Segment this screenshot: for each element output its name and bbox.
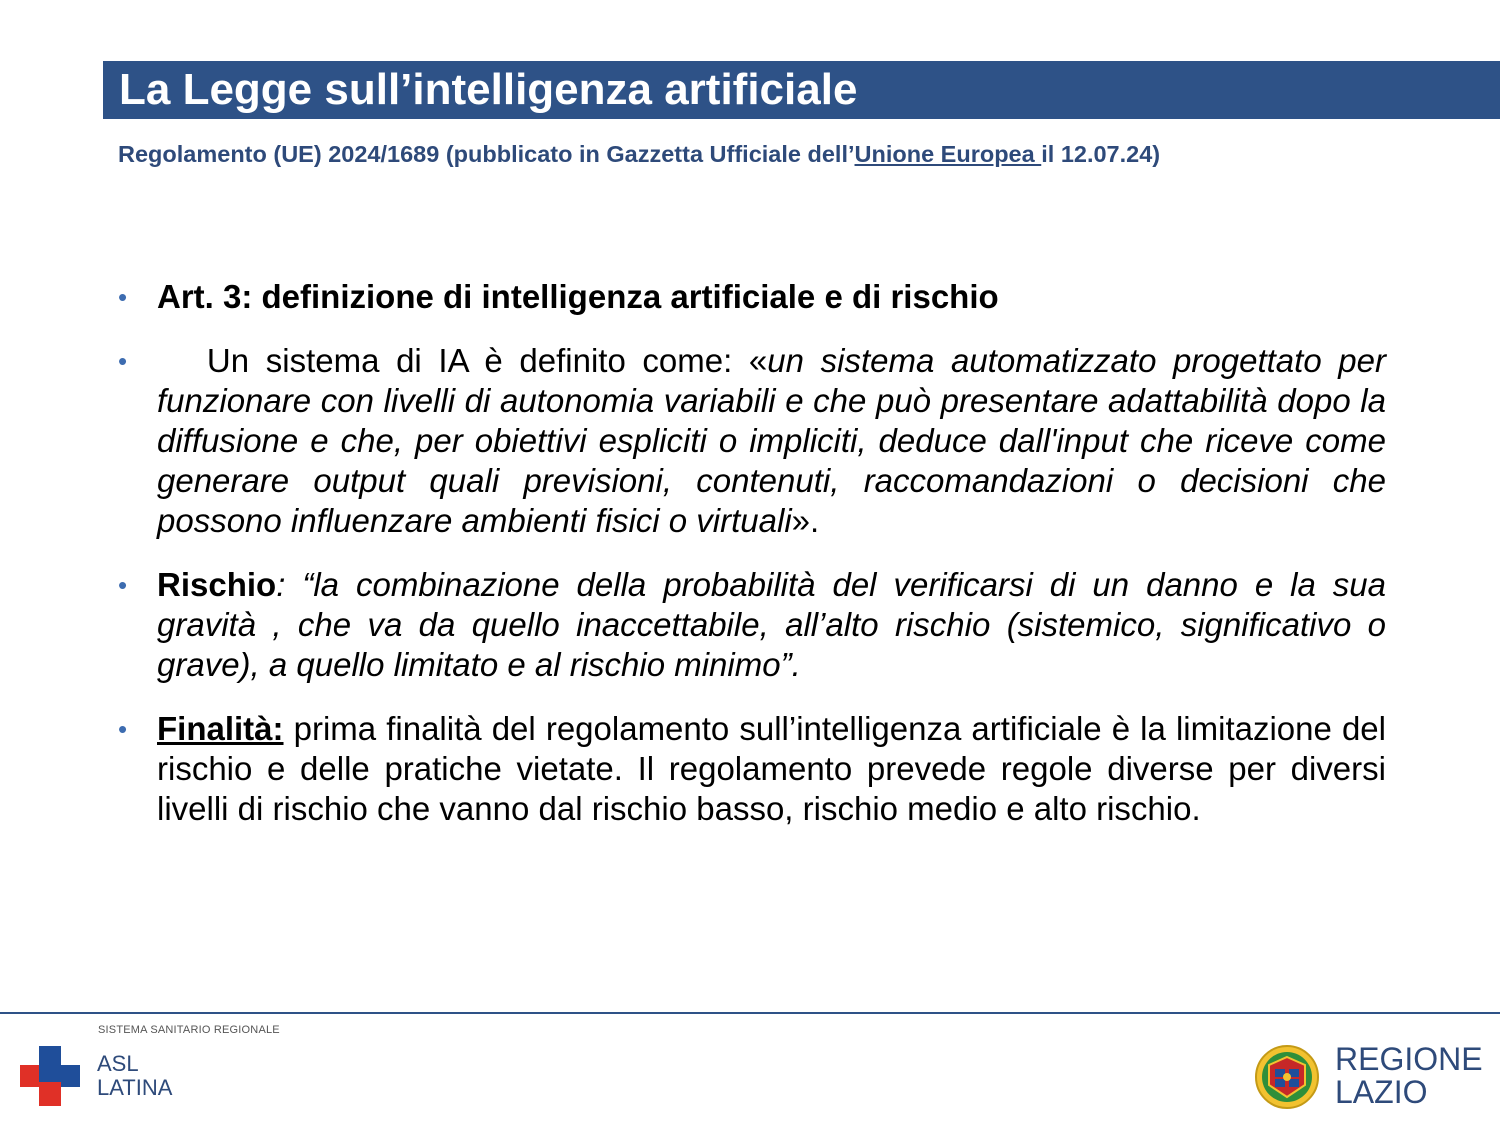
bullet-finalita <box>118 709 1386 829</box>
bullet-icon: • <box>118 570 128 600</box>
regione-line-1: REGIONE <box>1335 1041 1483 1077</box>
system-label: SISTEMA SANITARIO REGIONALE <box>98 1024 280 1036</box>
article-3-heading: Art. 3: definizione di intelligenza artificiale e di rischio <box>157 278 999 315</box>
rischio-definition: : “la combinazione della probabilità del verificarsi di un danno e la sua gravità , che va da quello inaccettabile, all’alto rischio (sistemico, significativo o grave), a quello limitato e al rischio minimo”. <box>157 566 1386 683</box>
unione-europea-link[interactable]: Unione Europea <box>854 141 1042 167</box>
asl-logo-text <box>97 1052 172 1100</box>
subtitle-text-after: il 12.07.24) <box>1041 141 1161 167</box>
ia-definition-quote: un sistema automatizzato progettato per funzionare con livelli di autonomia variabili e che può presentare adattabilità dopo la diffusione e che, per obiettivi espliciti o impliciti, deduce dall'input che riceve come generare output quali previsioni, contenuti, raccomandazioni o decisioni che possono influenzare ambienti fisici o virtuali <box>157 342 1386 539</box>
bullet-icon: • <box>118 714 128 744</box>
title-bar <box>103 61 1500 119</box>
regione-lazio-logo-text <box>1335 1043 1483 1109</box>
bullet-article-3 <box>118 277 1386 317</box>
bullet-icon: • <box>118 346 128 376</box>
regione-lazio-emblem-icon <box>1255 1045 1319 1109</box>
finalita-label: Finalità: <box>157 710 284 747</box>
rischio-label: Rischio <box>157 566 277 603</box>
asl-cross-icon <box>20 1046 80 1106</box>
bullet-icon: • <box>118 282 128 312</box>
footer-divider <box>0 1012 1500 1014</box>
ia-definition-intro: Un sistema di IA è definito come: « <box>157 342 768 379</box>
page-title: La Legge sull’intelligenza artificiale <box>119 65 858 114</box>
subtitle-text-before: Regolamento (UE) 2024/1689 (pubblicato in Gazzetta Ufficiale dell’ <box>118 141 855 167</box>
regione-line-2: LAZIO <box>1335 1074 1428 1110</box>
bullet-ia-definition <box>118 341 1386 541</box>
asl-line-1: ASL <box>97 1051 139 1076</box>
bullet-list <box>118 277 1386 853</box>
bullet-rischio <box>118 565 1386 685</box>
ia-definition-outro: ». <box>791 502 820 539</box>
asl-line-2: LATINA <box>97 1075 173 1100</box>
finalita-text: prima finalità del regolamento sull’intelligenza artificiale è la limitazione del rischio e delle pratiche vietate. Il regolamento prevede regole diverse per diversi livelli di rischio che vanno dal rischio basso, rischio medio e alto rischio. <box>157 710 1386 827</box>
subtitle <box>118 138 1488 170</box>
